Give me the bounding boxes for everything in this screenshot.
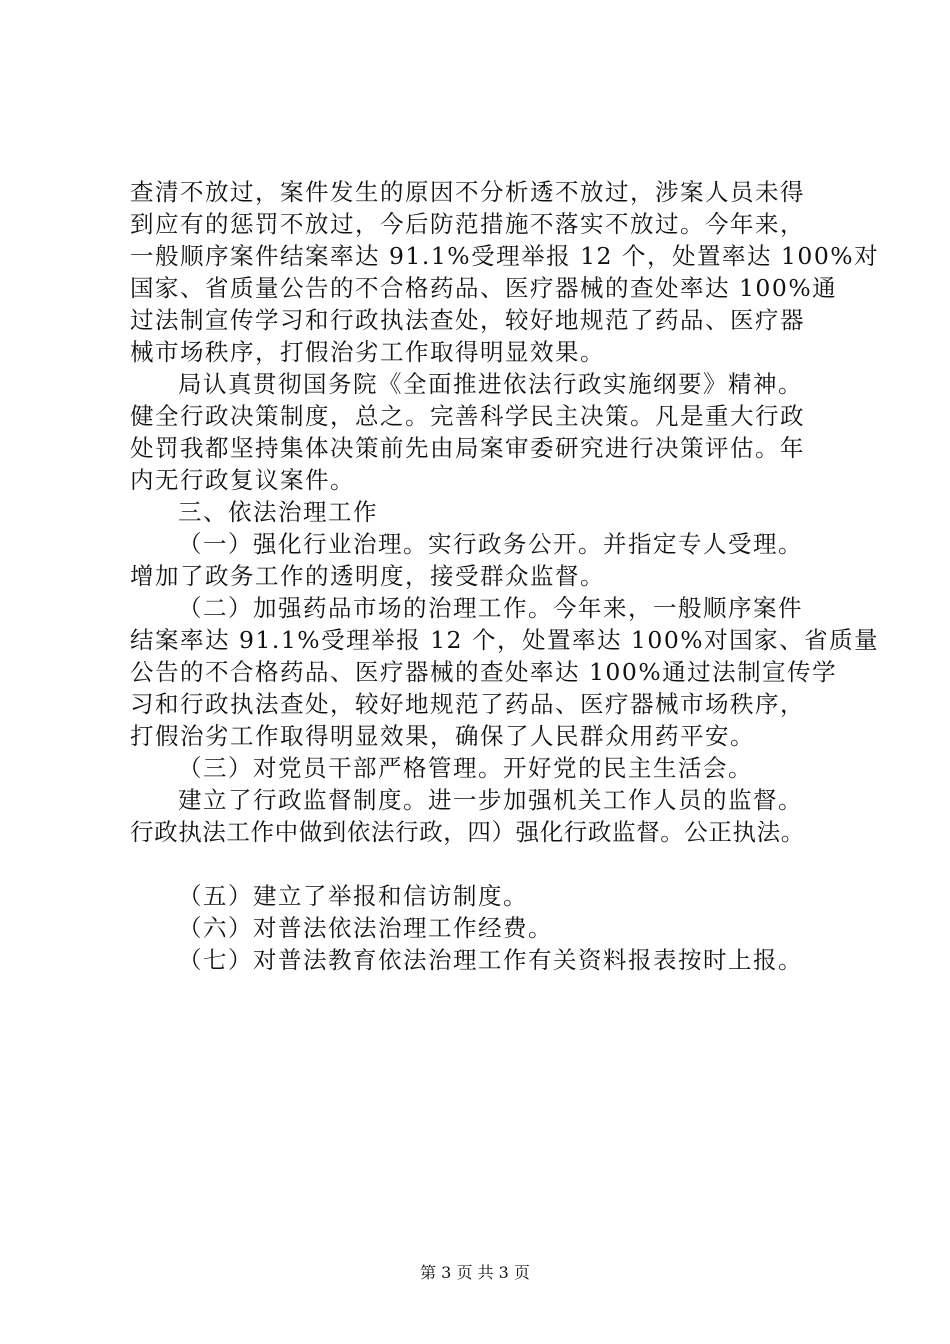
text-line: 内无行政复议案件。: [130, 466, 355, 494]
text-line: 行政执法工作中做到依法行政，四）强化行政监督。公正执法。: [130, 818, 805, 846]
text-line: 国家、省质量公告的不合格药品、医疗器械的查处率达 100%通: [130, 274, 838, 302]
text-line: （七）对普法教育依法治理工作有关资料报表按时上报。: [178, 946, 803, 974]
text-line: （二）加强药品市场的治理工作。今年来，一般顺序案件: [178, 594, 803, 622]
text-line: 增加了政务工作的透明度，接受群众监督。: [130, 562, 605, 590]
text-line: 局认真贯彻国务院《全面推进依法行政实施纲要》精神。: [178, 370, 803, 398]
text-line: 查清不放过，案件发生的原因不分析透不放过，涉案人员未得: [130, 178, 805, 206]
text-line: 健全行政决策制度，总之。完善科学民主决策。凡是重大行政: [130, 402, 805, 430]
text-line: 习和行政执法查处，较好地规范了药品、医疗器械市场秩序，: [130, 690, 805, 718]
text-line: 公告的不合格药品、医疗器械的查处率达 100%通过法制宣传学: [130, 658, 838, 686]
text-line: 过法制宣传学习和行政执法查处，较好地规范了药品、医疗器: [130, 306, 805, 334]
text-line: （一）强化行业治理。实行政务公开。并指定专人受理。: [178, 530, 803, 558]
text-line: 处罚我都坚持集体决策前先由局案审委研究进行决策评估。年: [130, 434, 805, 462]
text-line: 打假治劣工作取得明显效果，确保了人民群众用药平安。: [130, 722, 755, 750]
section-heading: 三、依法治理工作: [178, 498, 378, 526]
page-number-footer: 第 3 页 共 3 页: [420, 1263, 530, 1282]
text-line: （三）对党员干部严格管理。开好党的民主生活会。: [178, 754, 753, 782]
text-line: （六）对普法依法治理工作经费。: [178, 914, 553, 942]
text-line: 建立了行政监督制度。进一步加强机关工作人员的监督。: [178, 786, 803, 814]
text-line: 一般顺序案件结案率达 91.1%受理举报 12 个，处置率达 100%对: [130, 242, 880, 270]
text-line: （五）建立了举报和信访制度。: [178, 882, 528, 910]
text-line: 械市场秩序，打假治劣工作取得明显效果。: [130, 338, 605, 366]
text-line: 到应有的惩罚不放过，今后防范措施不落实不放过。今年来，: [130, 210, 805, 238]
text-line: 结案率达 91.1%受理举报 12 个，处置率达 100%对国家、省质量: [130, 626, 880, 654]
